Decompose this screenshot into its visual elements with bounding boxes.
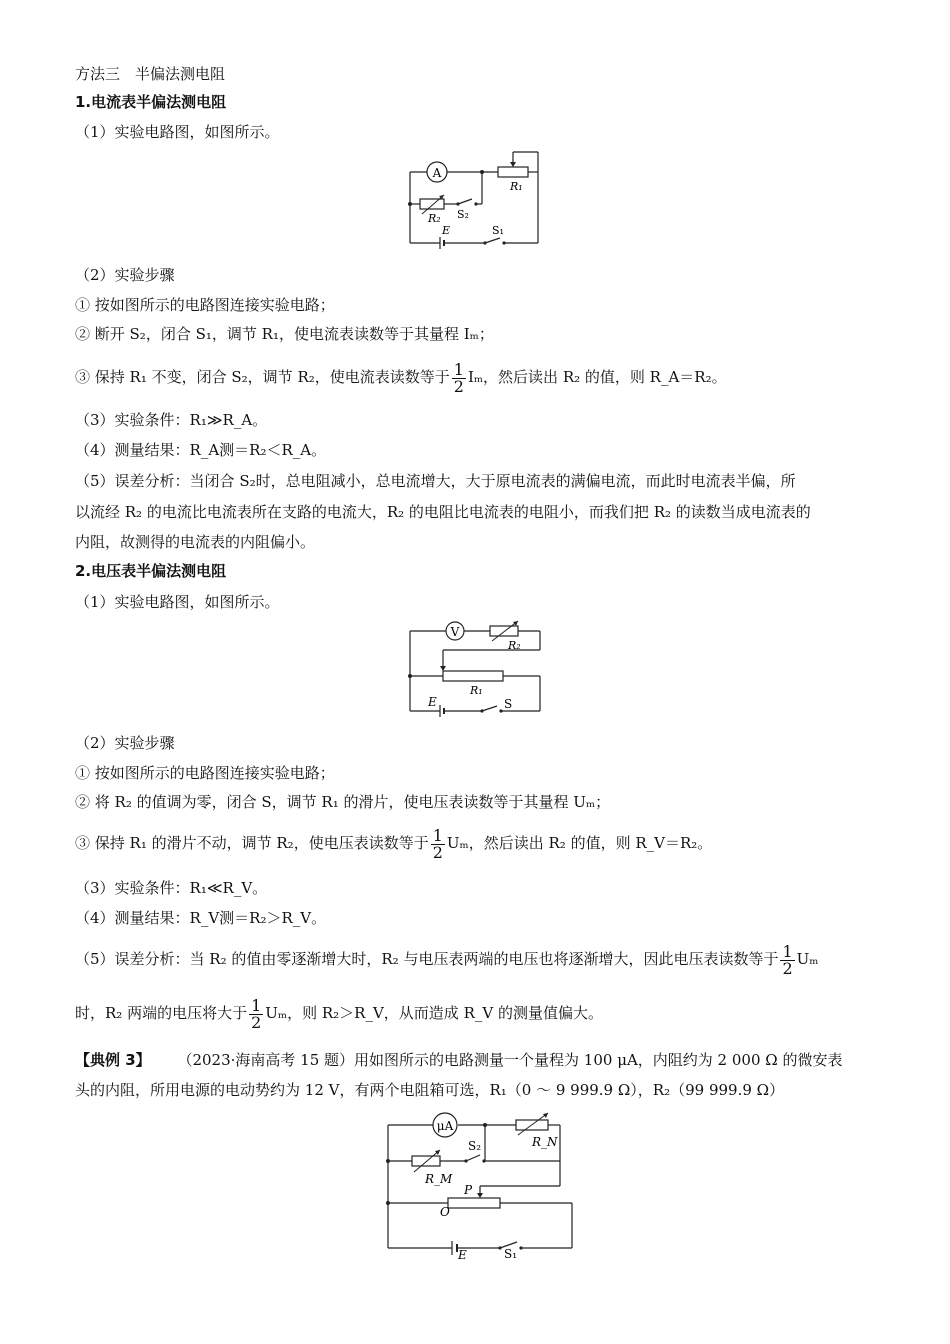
s1-label: S₁ xyxy=(492,224,504,237)
ammeter-half-deflection-circuit xyxy=(400,150,560,250)
section1-item2: （2）实验步骤 xyxy=(75,266,175,284)
example-microammeter-circuit xyxy=(380,1108,580,1260)
section2-item5-head: （5）误差分析：当 R₂ 的值由零逐渐增大时，R₂ 与电压表两端的电压也将逐渐增大，因此电压表读数等于 xyxy=(75,950,779,968)
e-label: E xyxy=(428,695,437,709)
fraction-one-half: $\frac{1}{2}$ xyxy=(432,825,443,862)
section2-item2: （2）实验步骤 xyxy=(75,734,175,752)
section1-item4: （4）测量结果：R_A测＝R₂＜R_A。 xyxy=(75,441,327,459)
r1-label: R₁ xyxy=(470,684,483,697)
microammeter-label: μA xyxy=(436,1119,454,1133)
section1-title: 1.电流表半偏法测电阻 xyxy=(75,93,227,111)
rheostat-icon xyxy=(448,1198,500,1208)
r2-label: R₂ xyxy=(508,639,521,652)
ammeter-label: A xyxy=(432,166,442,180)
s-label: S xyxy=(504,697,513,711)
section1-item5-line2: 以流经 R₂ 的电流比电流表所在支路的电流大，R₂ 的电阻比电流表的电阻小，而我们把 R₂ 的读数当成电流表的 xyxy=(75,503,811,521)
section2-step2: ② 将 R₂ 的值调为零，闭合 S，调节 R₁ 的滑片，使电压表读数等于其量程 Uₘ； xyxy=(75,793,611,811)
e-label: E xyxy=(458,1248,467,1260)
section2-item5-line2-head: 时，R₂ 两端的电压将大于 xyxy=(75,1004,248,1022)
section2-step3 xyxy=(75,826,712,861)
rm-resistor-box-icon xyxy=(412,1156,440,1166)
example-text-line1: 用如图所示的电路测量一个量程为 100 μA，内阻约为 2 000 Ω 的微安表 xyxy=(354,1051,843,1069)
fraction-one-half: $\frac{1}{2}$ xyxy=(251,995,262,1032)
section2-step3-head: ③ 保持 R₁ 的滑片不动，调节 R₂，使电压表读数等于 xyxy=(75,834,429,852)
voltmeter-half-deflection-circuit xyxy=(400,618,550,718)
example-line2: 头的内阻，所用电源的电动势约为 12 V，有两个电阻箱可选，R₁（0 ～ 9 999.9 Ω），R₂（99 999.9 Ω） xyxy=(75,1081,785,1099)
s1-label: S₁ xyxy=(504,1247,518,1260)
method-title: 方法三 半偏法测电阻 xyxy=(75,65,226,83)
section2-item5-line2 xyxy=(75,996,603,1031)
fraction-one-half: $\frac{1}{2}$ xyxy=(453,359,464,396)
section2-item4: （4）测量结果：R_V测＝R₂＞R_V。 xyxy=(75,909,327,927)
section2-item5-line2-tail: Uₘ，则 R₂＞R_V，从而造成 R_V 的测量值偏大。 xyxy=(265,1004,603,1022)
s2-label: S₂ xyxy=(468,1139,482,1153)
voltmeter-label: V xyxy=(450,625,460,639)
p-label: P xyxy=(464,1183,473,1197)
section2-item5-line1 xyxy=(75,942,819,977)
r1-label: R₁ xyxy=(510,180,523,193)
o-label: O xyxy=(440,1205,450,1219)
section2-title: 2.电压表半偏法测电阻 xyxy=(75,562,227,580)
example-line1 xyxy=(75,1050,842,1070)
r1-rheostat-icon xyxy=(443,671,503,681)
section2-item3: （3）实验条件：R₁≪R_V。 xyxy=(75,879,268,897)
rm-label: R_M xyxy=(425,1172,453,1186)
s2-label: S₂ xyxy=(457,208,469,221)
section2-item1: （1）实验电路图，如图所示。 xyxy=(75,593,280,611)
section1-step3 xyxy=(75,360,727,395)
section1-item5-line1: （5）误差分析：当闭合 S₂时，总电阻减小，总电流增大，大于原电流表的满偏电流，而此时电流表半偏，所 xyxy=(75,472,796,490)
rn-label: R_N xyxy=(532,1135,558,1149)
r2-resistor-box-icon xyxy=(420,199,444,209)
section1-step3-tail: Iₘ，然后读出 R₂ 的值，则 R_A＝R₂。 xyxy=(467,368,727,386)
r2-label: R₂ xyxy=(428,212,441,225)
r1-rheostat-icon xyxy=(498,167,528,177)
section1-step2: ② 断开 S₂，闭合 S₁，调节 R₁，使电流表读数等于其量程 Iₘ； xyxy=(75,325,494,343)
section1-item5-line3: 内阻，故测得的电流表的内阻偏小。 xyxy=(75,533,316,551)
section1-step1: ① 按如图所示的电路图连接实验电路； xyxy=(75,296,335,314)
section1-step3-head: ③ 保持 R₁ 不变，闭合 S₂，调节 R₂，使电流表读数等于 xyxy=(75,368,450,386)
r2-resistor-box-icon xyxy=(490,626,518,636)
section1-item1: （1）实验电路图，如图所示。 xyxy=(75,123,280,141)
example-label: 【典例 3】 xyxy=(75,1051,151,1069)
example-source: （2023·海南高考 15 题） xyxy=(177,1051,355,1069)
section2-step3-tail: Uₘ，然后读出 R₂ 的值，则 R_V＝R₂。 xyxy=(446,834,713,852)
fraction-one-half: $\frac{1}{2}$ xyxy=(782,941,793,978)
section2-step1: ① 按如图所示的电路图连接实验电路； xyxy=(75,764,335,782)
section2-item5-tail: Uₘ xyxy=(796,950,819,968)
section1-item3: （3）实验条件：R₁≫R_A。 xyxy=(75,411,268,429)
e-label: E xyxy=(442,224,451,237)
